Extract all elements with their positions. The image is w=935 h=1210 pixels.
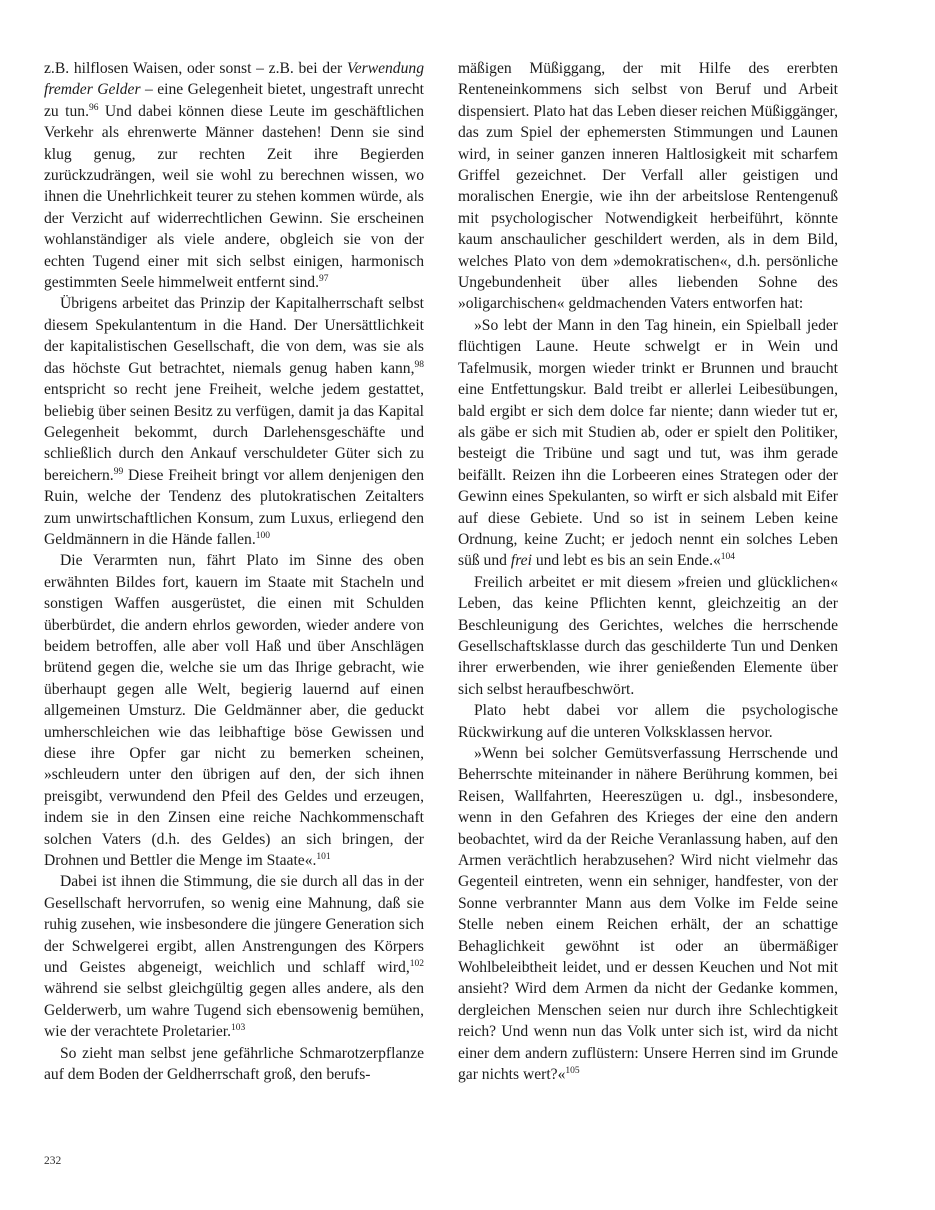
text-run: Und dabei können diese Leute im geschäftlichen Verkehr als ehrenwerte Männer dastehen! Denn sie sind klug genug, zur rechten Zeit ihre Begierden zurückzudrängen, weil sie wohl zu berechnen wissen, wo ihnen die Unehrlichkeit teurer zu stehen kommen würde, als der Verzicht auf widerrechtlichen Gewinn. Sie erscheinen wohlanständiger als viele andere, obgleich sie von der echten Tugend einer mit sich selbst einigen, harmonisch gestimmten Seele himmelweit entfernt sind.	[44, 102, 424, 292]
italic-text: Verwendung fremder Gelder	[44, 60, 424, 99]
text-run: Übrigens arbeitet das Prinzip der Kapitalherrschaft selbst diesem Spekulantentum in die Hand. Der Unersättlichkeit der kapitalistischen Gesellschaft, die von dem, was sie als das höchste Gut betrachtet, niemals genug haben kann,	[44, 295, 424, 377]
block-quote	[458, 315, 838, 572]
text-run: Plato hebt dabei vor allem die psychologische Rückwirkung auf die unteren Volksklassen hervor.	[458, 702, 838, 741]
text-run: und lebt es bis an sein Ende.«	[531, 552, 721, 570]
footnote-ref: 103	[231, 1023, 246, 1034]
text-run: Dabei ist ihnen die Stimmung, die sie durch all das in der Gesellschaft hervorrufen, so wenig eine Mahnung, daß sie ruhig zusehen, wie insbesondere die jüngere Generation sich der Schwelgerei ergibt, allen Anstrengungen des Körpers und Geistes abgeneigt, weichlich und schlaff wird,	[44, 873, 424, 977]
text-run: z.B. hilflosen Waisen, oder sonst – z.B. bei der	[44, 60, 347, 77]
paragraph	[44, 293, 424, 550]
footnote-ref: 99	[113, 466, 124, 477]
footnote-ref: 101	[316, 852, 331, 863]
paragraph	[458, 700, 838, 743]
footnote-ref: 98	[414, 359, 424, 370]
footnote-ref: 96	[88, 102, 99, 113]
text-run: Diese Freiheit bringt vor allem denjenigen den Ruin, welche der Tendenz des plutokratischen Zeitalters zum unwirtschaftlichen Konsum, zum Luxus, erliegend den Geldmännern in die Hände fallen.	[44, 466, 424, 548]
paragraph	[458, 572, 838, 700]
paragraph	[44, 1043, 424, 1086]
footnote-ref: 104	[720, 552, 736, 563]
text-run: mäßigen Müßiggang, der mit Hilfe des ererbten Renteneinkommens sich selbst von Beruf und Arbeit dispensiert. Plato hat das Leben dieser reichen Müßiggänger, das zum Spiel der ephemersten Stimmungen und Launen wird, in seiner ganzen inneren Haltlosigkeit mit scharfem Griffel gezeichnet. Der Verfall aller geistigen und moralischen Energie, wie ihn der arbeitslose Rentengenuß mit psychologischer Notwendigkeit herbeiführt, könnte kaum anschaulicher geschildert werden, als in dem Bild, welches Plato von dem »demokratischen«, d.h. persönliche Ungebundenheit über alles liebenden Sohne des »oligarchischen« geldmachenden Vaters entworfen hat:	[458, 60, 839, 313]
paragraph	[44, 550, 424, 871]
right-column	[458, 58, 838, 1086]
footnote-ref: 102	[409, 959, 424, 970]
text-run: – eine Gelegenheit bietet, ungestraft unrecht zu tun.	[44, 81, 424, 120]
footnote-ref: 105	[565, 1066, 580, 1077]
left-column	[44, 58, 424, 1086]
text-run: während sie selbst gleichgültig gegen alles andere, als den Gelderwerb, um wahre Tugend sich ebensowenig bemühen, wie der verachtete Proletarier.	[44, 980, 424, 1041]
paragraph	[458, 58, 838, 315]
text-run: Freilich arbeitet er mit diesem »freien und glücklichen« Leben, das keine Pflichten kennt, gleichzeitig an der Beschleunigung des Gerichtes, welches die herrschende Gesellschaftsklasse durch das geschilderte Tun und Denken ihrer erwerbenden, wie ihrer genießenden Elemente über sich selbst heraufbeschwört.	[458, 573, 838, 698]
text-run: entspricht so recht jene Freiheit, welche jedem gestattet, beliebig über seinen Besitz zu verfügen, damit ja das Kapital Gelegenheit bekommt, durch Darlehensgeschäfte und schließlich durch den Ankauf verschuldeter Güter sich zu bereichern.	[44, 381, 424, 484]
text-run: Die Verarmten nun, fährt Plato im Sinne des oben erwähnten Bildes fort, kauern im Staate mit Stacheln und sonstigen Waffen ausgerüstet, die einen mit Schulden überbürdet, die andern ehrlos geworden, wieder andere von beidem betroffen, alle aber voll Haß und über Anschlägen brütend gegen die, welche sie um das Ihrige gebracht, wie überhaupt gegen alle Welt, begierig lauernd auf einen allgemeinen Umsturz. Die Geldmänner aber, die geduckt umherschleichen wie das leibhaftige böse Gewissen und diese ihre Opfer gar nicht zu bemerken scheinen, »schleudern unter den übrigen auf den, der sich ihnen preisgibt, verwundend den Pfeil des Geldes und erzeugen, indem sie in den Zinsen eine reiche Nachkommenschaft solchen Vaters (d.h. des Geldes) an sich bringen, der Drohnen und Bettler die Menge im Staate«.	[44, 552, 424, 870]
text-run: So zieht man selbst jene gefährliche Schmarotzerpflanze auf dem Boden der Geldherrschaft groß, den berufs-	[44, 1044, 424, 1084]
paragraph	[44, 871, 424, 1042]
page-number: 232	[44, 1155, 62, 1167]
footnote-ref: 97	[319, 274, 329, 285]
italic-text: frei	[510, 552, 532, 570]
paragraph	[44, 58, 424, 293]
footnote-ref: 100	[255, 530, 270, 541]
block-quote	[458, 743, 838, 1086]
text-run: »Wenn bei solcher Gemütsverfassung Herrschende und Beherrschte miteinander in nähere Berührung kommen, bei Reisen, Wallfahrten, Heereszügen u. dgl., insbesondere, wenn in den Gefahren des Krieges der eine den andern beobachtet, wird da der Reiche Veranlassung haben, auf den Armen verächtlich herabzusehen? Wird nicht vielmehr das Gegenteil eintreten, wenn ein sehniger, handfester, von der Sonne verbrannter Mann aus dem Volke im Felde seine Stelle neben einem Reichen erhält, der an schattige Behaglichkeit gewöhnt ist oder an übermäßiger Wohlbeleibtheit leidet, und er dessen Keuchen und Not mit ansieht? Wird dem Armen da nicht der Gedanke kommen, dergleichen Menschen seien nur durch ihre Schlechtigkeit reich? Und wenn nun das Volk unter sich ist, wird da nicht einer dem andern zuflüstern: Unsere Herren sind im Grunde gar nichts wert?«	[458, 745, 838, 1084]
text-run: »So lebt der Mann in den Tag hinein, ein Spielball jeder flüchtigen Laune. Heute schwelgt er in Wein und Tafelmusik, morgen wieder trinkt er Brunnen und braucht eine Entfettungskur. Bald treibt er allerlei Leibesübungen, bald ergibt er sich dem dolce far niente; dann wieder tut er, als gäbe er sich mit Studien ab, oder er spielt den Politiker, besteigt die Tribüne und sagt und tut, was ihm gerade beifällt. Reizen ihn die Lorbeeren eines Strategen oder der Gewinn eines Spekulanten, so wirft er sich alsbald mit Eifer auf diese Gebiete. Und so ist in seinem Leben keine Ordnung, keine Zucht; er jedoch nennt ein solches Leben süß und	[458, 316, 838, 570]
